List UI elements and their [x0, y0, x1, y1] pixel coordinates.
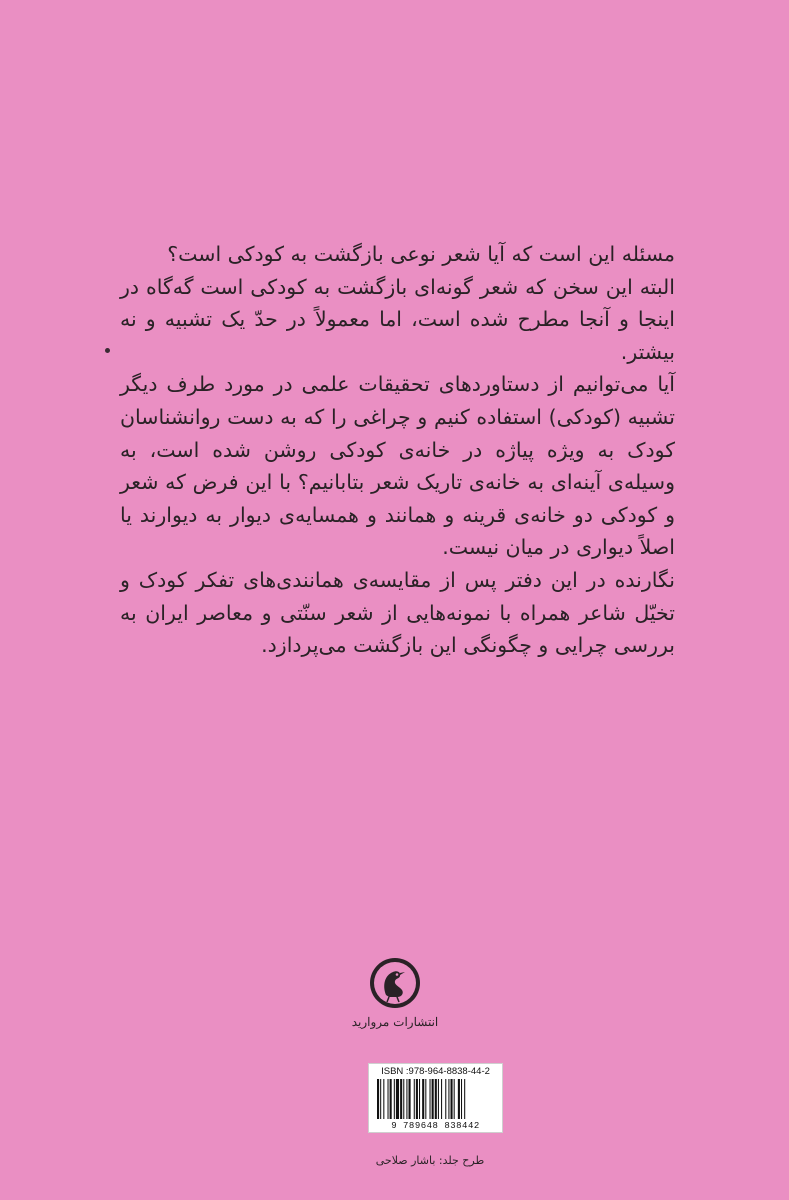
blurb-paragraph-1: مسئله این است که آیا شعر نوعی بازگشت به کودکی است؟	[167, 242, 675, 266]
barcode-bar	[400, 1079, 402, 1119]
barcode-bar	[419, 1079, 420, 1119]
publisher-logo	[350, 955, 440, 1055]
barcode-bar	[380, 1079, 381, 1119]
barcode-bar	[394, 1079, 395, 1119]
barcode-bar	[441, 1079, 442, 1119]
barcode-bar	[422, 1079, 424, 1119]
barcode-bar	[464, 1079, 465, 1119]
barcode-bar	[414, 1079, 415, 1119]
barcode-bar	[416, 1079, 418, 1119]
margin-speck	[105, 348, 110, 353]
barcode-bar	[461, 1079, 462, 1119]
barcode-bar	[406, 1079, 407, 1119]
barcode-bar	[383, 1079, 384, 1119]
barcode-bar	[403, 1079, 404, 1119]
barcode-bar	[388, 1079, 389, 1119]
barcode-bar	[445, 1079, 446, 1119]
bird-logo-icon	[369, 955, 421, 1011]
barcode-bar	[390, 1079, 392, 1119]
barcode-bar	[451, 1079, 453, 1119]
blurb-text	[120, 238, 675, 662]
blurb-paragraph-4: نگارنده در این دفتر پس از مقایسه‌ی همانندی‌های تفکر کودک و تخیّل شاعر همراه با نمونه‌هایی از شعر سنّتی و معاصر ایران به بررسی چرایی و چگونگی این بازگشت می‌پردازد.	[120, 567, 675, 658]
barcode-bar	[458, 1079, 460, 1119]
barcode-bar	[438, 1079, 439, 1119]
publisher-name: انتشارات مروارید	[351, 1015, 439, 1029]
isbn-number: ISBN :978-964-8838-44-2	[381, 1066, 490, 1077]
barcode-digits: 9 789648 838442	[391, 1121, 480, 1131]
barcode-bar	[432, 1079, 434, 1119]
barcode-bar	[377, 1079, 379, 1119]
barcode-bar	[448, 1079, 449, 1119]
barcode-bar	[425, 1079, 426, 1119]
barcode-bar	[430, 1079, 431, 1119]
blurb-paragraph-3: آیا می‌توانیم از دستاوردهای تحقیقات علمی در مورد طرف دیگر تشبیه (کودکی) استفاده کنیم و چراغی را که به دست روانشناسان کودک به ویژه پیاژه در خانه‌ی کودکی روشن شده است، به وسیله‌ی آینه‌ای به خانه‌ی تاریک شعر بتابانیم؟ با این فرض که شعر و کودکی دو خانه‌ی قرینه و همانند و همسایه‌ی دیوار به دیوارند یا اصلاً دیواری در میان نیست.	[120, 372, 675, 560]
barcode-bar	[454, 1079, 455, 1119]
barcode-label	[368, 1063, 503, 1133]
barcode-bar	[396, 1079, 399, 1119]
barcode-bar	[435, 1079, 437, 1119]
barcode-bars	[377, 1079, 494, 1119]
cover-design-credit: طرح جلد: باشار صلاحی	[375, 1154, 485, 1167]
blurb-paragraph-2: البته این سخن که شعر گونه‌ای بازگشت به کودکی است گه‌گاه در اینجا و آنجا مطرح شده است، اما معمولاً در حدّ یک تشبیه و نه بیشتر.	[120, 274, 675, 364]
barcode-bar	[409, 1079, 411, 1119]
